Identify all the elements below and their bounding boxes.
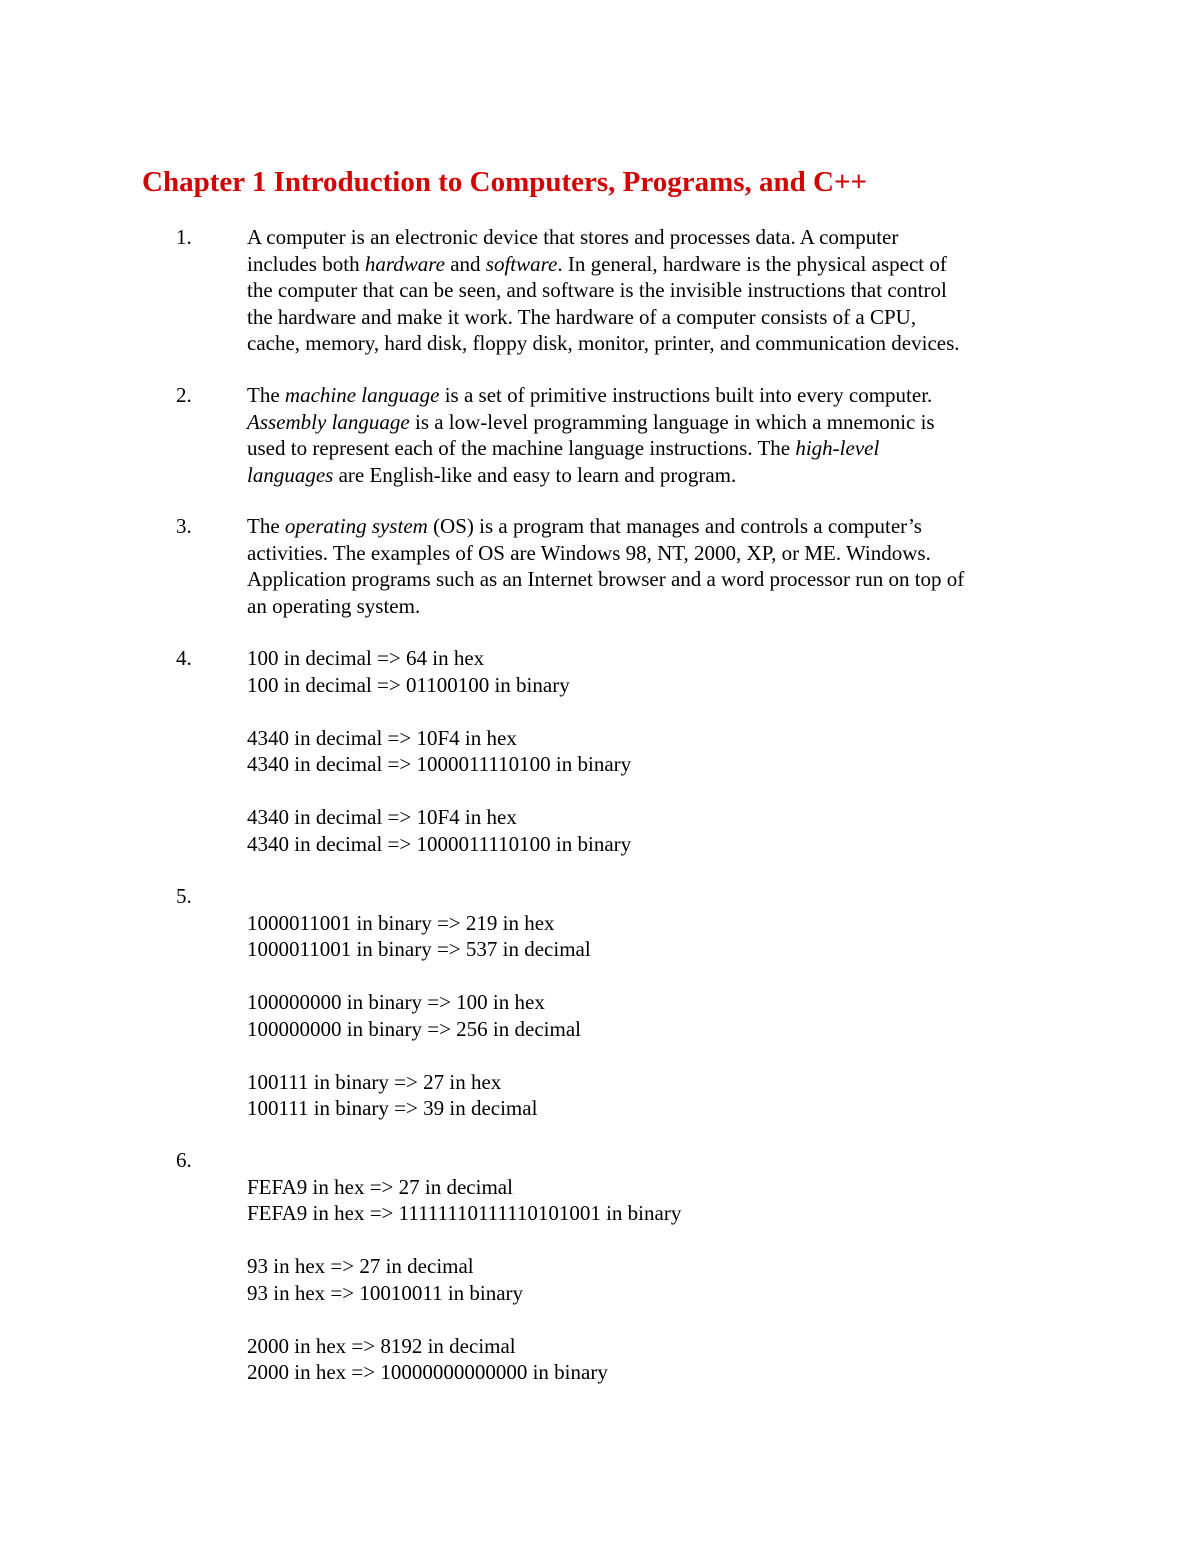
text-line: Application programs such as an Internet browser and a word processor run on top of bbox=[247, 567, 965, 591]
text-line: Assembly language is a low-level programming language in which a mnemonic is bbox=[247, 409, 935, 434]
conversion-line: 100111 in binary => 27 in hex bbox=[247, 1069, 502, 1094]
item-body bbox=[247, 883, 1067, 1122]
item-body bbox=[247, 645, 1067, 857]
item-number: 1. bbox=[176, 225, 192, 249]
item-number: 5. bbox=[176, 884, 192, 908]
conversion-line: 100 in decimal => 64 in hex bbox=[247, 646, 485, 670]
text-line: the computer that can be seen, and software is the invisible instructions that control bbox=[247, 278, 947, 302]
conversion-line: 100000000 in binary => 256 in decimal bbox=[247, 1016, 581, 1041]
conversion-line: 100 in decimal => 01100100 in binary bbox=[247, 672, 570, 697]
conversion-line: 100000000 in binary => 100 in hex bbox=[247, 990, 545, 1014]
text-line: an operating system. bbox=[247, 593, 421, 618]
text-line: cache, memory, hard disk, floppy disk, monitor, printer, and communication devices. bbox=[247, 331, 960, 355]
conversion-line: FEFA9 in hex => 27 in decimal bbox=[247, 1174, 513, 1199]
item-number: 4. bbox=[176, 646, 192, 670]
text-line: used to represent each of the machine language instructions. The high-level bbox=[247, 436, 880, 460]
text-line: A computer is an electronic device that stores and processes data. A computer bbox=[247, 225, 899, 249]
conversion-line: 4340 in decimal => 1000011110100 in binary bbox=[247, 752, 632, 776]
item-body bbox=[247, 382, 1067, 488]
item-body bbox=[247, 1147, 1067, 1386]
text-line: The operating system (OS) is a program that manages and controls a computer’s bbox=[247, 514, 922, 538]
conversion-line: 2000 in hex => 8192 in decimal bbox=[247, 1333, 516, 1358]
item-number: 6. bbox=[176, 1148, 192, 1172]
text-line: languages are English-like and easy to learn and program. bbox=[247, 462, 737, 487]
text-line: includes both hardware and software. In general, hardware is the physical aspect of bbox=[247, 251, 947, 276]
conversion-line: 4340 in decimal => 10F4 in hex bbox=[247, 805, 517, 829]
conversion-line: 1000011001 in binary => 219 in hex bbox=[247, 910, 555, 935]
conversion-line: 93 in hex => 10010011 in binary bbox=[247, 1280, 524, 1305]
text-line: the hardware and make it work. The hardware of a computer consists of a CPU, bbox=[247, 304, 917, 329]
chapter-title: Chapter 1 Introduction to Computers, Programs, and C++ bbox=[142, 166, 868, 198]
item-body bbox=[247, 513, 1067, 619]
conversion-line: 2000 in hex => 10000000000000 in binary bbox=[247, 1360, 608, 1384]
text-line: The machine language is a set of primitive instructions built into every computer. bbox=[247, 383, 933, 407]
item-body bbox=[247, 224, 1067, 357]
conversion-line: 4340 in decimal => 10F4 in hex bbox=[247, 725, 517, 750]
text-line: activities. The examples of OS are Windows 98, NT, 2000, XP, or ME. Windows. bbox=[247, 540, 931, 565]
conversion-line: 1000011001 in binary => 537 in decimal bbox=[247, 937, 591, 961]
item-number: 3. bbox=[176, 514, 192, 538]
conversion-line: 100111 in binary => 39 in decimal bbox=[247, 1096, 538, 1120]
item-number: 2. bbox=[176, 383, 192, 407]
conversion-line: 4340 in decimal => 1000011110100 in binary bbox=[247, 831, 632, 856]
conversion-line: 93 in hex => 27 in decimal bbox=[247, 1254, 474, 1278]
conversion-line: FEFA9 in hex => 11111110111110101001 in binary bbox=[247, 1201, 682, 1225]
